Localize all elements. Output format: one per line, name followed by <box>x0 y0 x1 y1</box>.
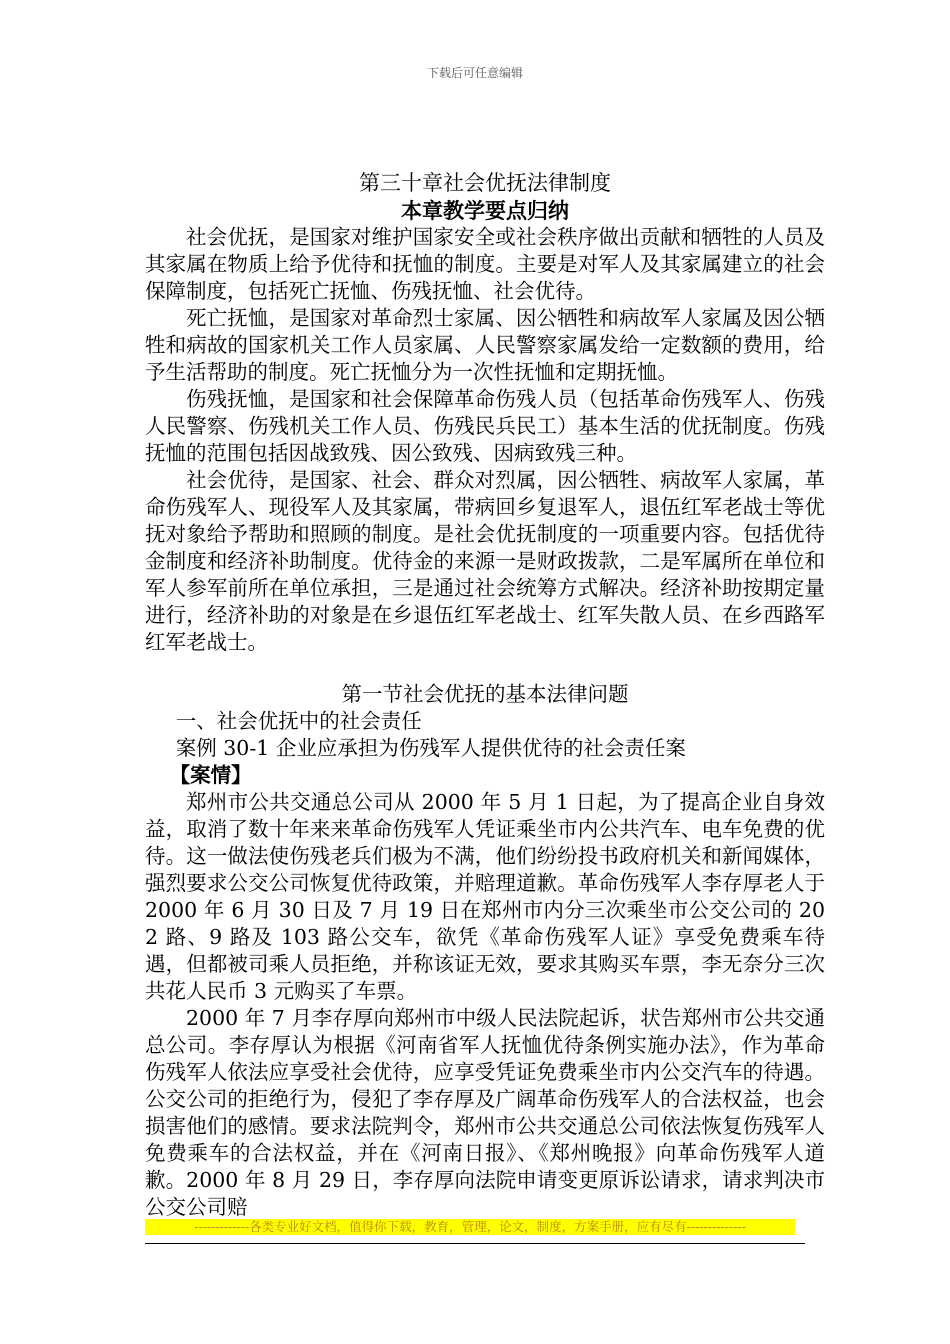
document-content <box>145 170 825 1221</box>
summary-paragraph: 社会优抚，是国家对维护国家安全或社会秩序做出贡献和牺牲的人员及其家属在物质上给予优待和抚恤的制度。主要是对军人及其家属建立的社会保障制度，包括死亡抚恤、伤残抚恤、社会优待。 <box>145 225 825 303</box>
case-label: 【案情】 <box>169 763 252 787</box>
footer-banner: -------------各类专业好文档，值得你下载，教育，管理，论文，制度，方案手册，应有尽有-------------- <box>145 1219 795 1235</box>
footer-divider <box>145 1243 805 1244</box>
summary-paragraph: 社会优待，是国家、社会、群众对烈属，因公牺牲、病故军人家属，革命伤残军人、现役军人及其家属，带病回乡复退军人，退伍红军老战士等优抚对象给予帮助和照顾的制度。是社会优抚制度的一项重要内容。包括优待金制度和经济补助制度。优待金的来源一是财政拨款，二是军属所在单位和军人参军前所在单位承担，三是通过社会统筹方式解决。经济补助按期定量进行，经济补助的对象是在乡退伍红军老战士、红军失散人员、在乡西路军红军老战士。 <box>145 468 825 654</box>
case-title: 案例 30-1 企业应承担为伤残军人提供优待的社会责任案 <box>175 736 686 760</box>
case-paragraph: 2000 年 7 月李存厚向郑州市中级人民法院起诉，状告郑州市公共交通总公司。李存厚认为根据《河南省军人抚恤优待条例实施办法》，作为革命伤残军人依法应享受社会优待，应享受凭证免费乘坐市内公交汽车的待遇。公交公司的拒绝行为，侵犯了李存厚及广阔革命伤残军人的合法权益，也会损害他们的感情。要求法院判令，郑州市公共交通总公司依法恢复伤残军人免费乘车的合法权益，并在《河南日报》、《郑州晚报》向革命伤残军人道歉。2000 年 8 月 29 日，李存厚向法院申请变更原诉讼请求，请求判决市公交公司赔 <box>145 1006 825 1219</box>
section-title: 第一节社会优抚的基本法律问题 <box>341 682 629 706</box>
subsection-title: 一、社会优抚中的社会责任 <box>175 709 422 733</box>
summary-paragraph: 伤残抚恤，是国家和社会保障革命伤残人员（包括革命伤残军人、伤残人民警察、伤残机关工作人员、伤残民兵民工）基本生活的优抚制度。伤残抚恤的范围包括因战致残、因公致残、因病致残三种。 <box>145 387 825 465</box>
summary-title: 本章教学要点归纳 <box>401 198 569 223</box>
header-note: 下载后可任意编辑 <box>426 66 523 80</box>
case-paragraph: 郑州市公共交通总公司从 2000 年 5 月 1 日起，为了提高企业自身效益，取消了数十年来来革命伤残军人凭证乘坐市内公共汽车、电车免费的优待。这一做法使伤残老兵们极为不满，他们纷纷投书政府机关和新闻媒体，强烈要求公交公司恢复优待政策，并赔理道歉。革命伤残军人李存厚老人于 2000 年 6 月 30 日及 7 月 19 日在郑州市内分三次乘坐市公交公司的 202 路、9 路及 103 路公交车，欲凭《革命伤残军人证》享受免费乘车待遇，但都被司乘人员拒绝，并称该证无效，要求其购买车票，李无奈分三次共花人民币 3 元购买了车票。 <box>145 790 825 1003</box>
chapter-title: 第三十章社会优抚法律制度 <box>359 171 611 195</box>
summary-paragraph: 死亡抚恤，是国家对革命烈士家属、因公牺牲和病故军人家属及因公牺牲和病故的国家机关工作人员家属、人民警察家属发给一定数额的费用，给予生活帮助的制度。死亡抚恤分为一次性抚恤和定期抚恤。 <box>145 306 825 384</box>
